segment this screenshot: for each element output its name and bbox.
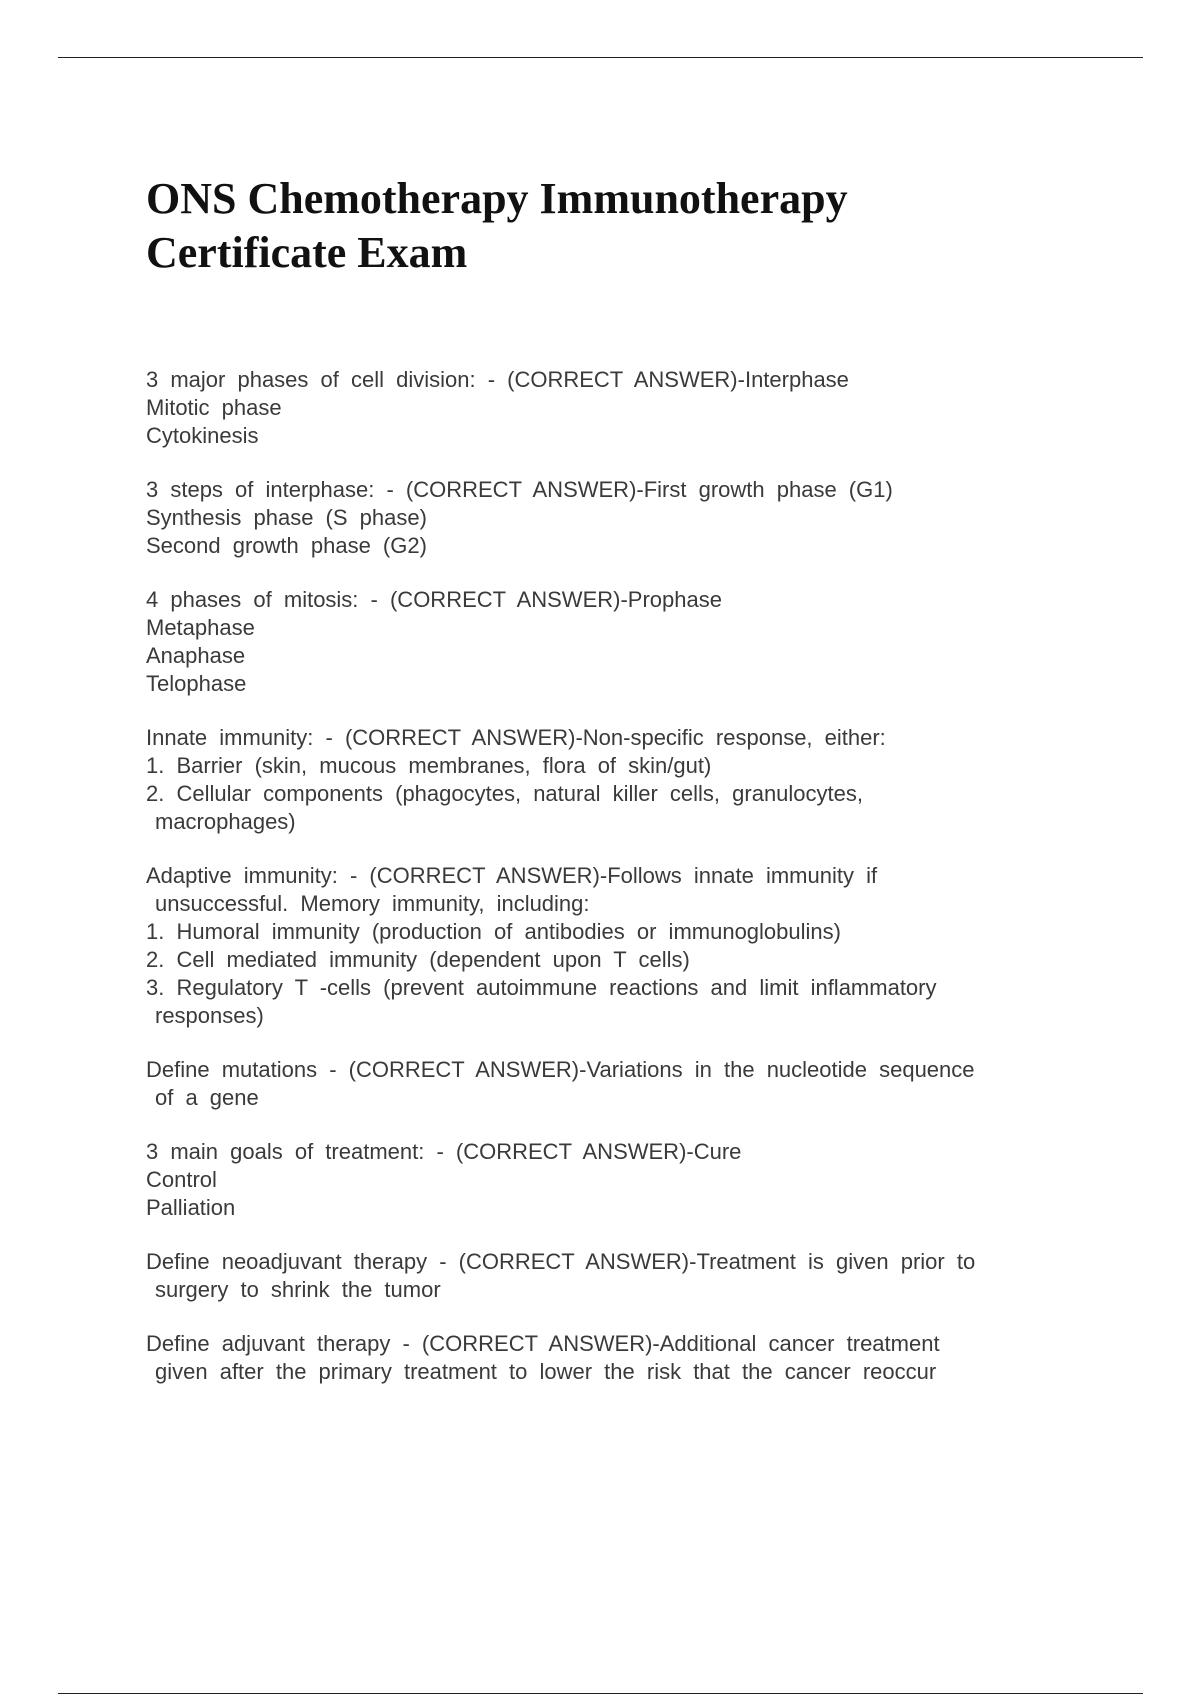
qa-item: [146, 1138, 1076, 1222]
qa-list: [146, 366, 1076, 1412]
qa-item: [146, 1330, 1076, 1386]
qa-question-line: Adaptive immunity: - (CORRECT ANSWER)-Follows innate immunity if: [146, 863, 878, 888]
top-rule: [58, 57, 1143, 58]
qa-item: [146, 1056, 1076, 1112]
bottom-rule: [58, 1693, 1143, 1694]
qa-answer-line: Telophase: [146, 671, 247, 696]
qa-item: [146, 724, 1076, 836]
qa-answer-line: Metaphase: [146, 615, 255, 640]
qa-answer-line: 1. Humoral immunity (production of antibodies or immunoglobulins): [146, 919, 841, 944]
qa-item: [146, 586, 1076, 698]
qa-answer-line: Cytokinesis: [146, 423, 259, 448]
qa-answer-line: macrophages): [155, 809, 296, 834]
qa-item: [146, 862, 1076, 1030]
qa-answer-line: 2. Cellular components (phagocytes, natural killer cells, granulocytes,: [146, 781, 863, 806]
qa-answer-line: Palliation: [146, 1195, 236, 1220]
qa-question-line: 3 main goals of treatment: - (CORRECT ANSWER)-Cure: [146, 1139, 742, 1164]
qa-item: [146, 1248, 1076, 1304]
title-line-2: Certificate Exam: [146, 228, 468, 277]
qa-question-line: Define mutations - (CORRECT ANSWER)-Variations in the nucleotide sequence: [146, 1057, 975, 1082]
qa-item: [146, 366, 1076, 450]
qa-item: [146, 476, 1076, 560]
qa-question-line: 3 major phases of cell division: - (CORRECT ANSWER)-Interphase: [146, 367, 849, 392]
qa-answer-line: responses): [155, 1003, 264, 1028]
qa-answer-line: unsuccessful. Memory immunity, including:: [155, 891, 590, 916]
qa-question-line: Innate immunity: - (CORRECT ANSWER)-Non-specific response, either:: [146, 725, 886, 750]
qa-answer-line: of a gene: [155, 1085, 259, 1110]
qa-answer-line: Mitotic phase: [146, 395, 282, 420]
qa-answer-line: Second growth phase (G2): [146, 533, 427, 558]
qa-answer-line: 2. Cell mediated immunity (dependent upon T cells): [146, 947, 690, 972]
document-title: [146, 172, 1106, 280]
qa-answer-line: Synthesis phase (S phase): [146, 505, 427, 530]
qa-answer-line: given after the primary treatment to lower the risk that the cancer reoccur: [155, 1359, 937, 1384]
qa-question-line: Define neoadjuvant therapy - (CORRECT ANSWER)-Treatment is given prior to: [146, 1249, 976, 1274]
qa-question-line: 3 steps of interphase: - (CORRECT ANSWER)-First growth phase (G1): [146, 477, 893, 502]
qa-answer-line: 1. Barrier (skin, mucous membranes, flora of skin/gut): [146, 753, 712, 778]
title-line-1: ONS Chemotherapy Immunotherapy: [146, 174, 848, 223]
qa-answer-line: Control: [146, 1167, 217, 1192]
qa-question-line: Define adjuvant therapy - (CORRECT ANSWER)-Additional cancer treatment: [146, 1331, 940, 1356]
qa-answer-line: surgery to shrink the tumor: [155, 1277, 441, 1302]
qa-question-line: 4 phases of mitosis: - (CORRECT ANSWER)-Prophase: [146, 587, 722, 612]
qa-answer-line: Anaphase: [146, 643, 246, 668]
qa-answer-line: 3. Regulatory T -cells (prevent autoimmune reactions and limit inflammatory: [146, 975, 937, 1000]
